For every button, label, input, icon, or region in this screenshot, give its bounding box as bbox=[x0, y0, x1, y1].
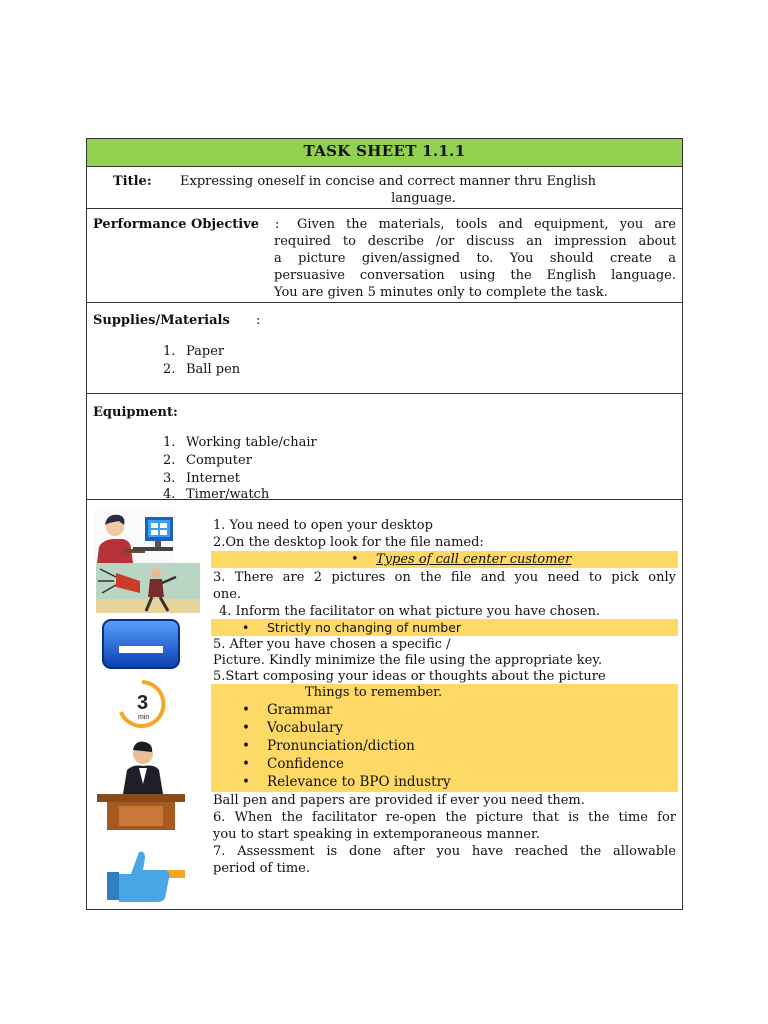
title-text-line2: language. bbox=[391, 191, 456, 206]
step-5-line1: 5. After you have chosen a specific / bbox=[213, 637, 451, 652]
step-3-line1: 3. There are 2 pictures on the file and you need to pick only bbox=[213, 570, 676, 585]
equipment-label: Equipment: bbox=[93, 405, 178, 420]
step-7-line1: 7. Assessment is done after you have reached the allowable bbox=[213, 844, 676, 859]
supplies-row bbox=[87, 303, 682, 394]
equipment-item-2: Computer bbox=[186, 453, 252, 468]
objective-row bbox=[87, 209, 682, 303]
step-6-line2: you to start speaking in extemporaneous manner. bbox=[213, 827, 540, 842]
equipment-num-4: 4. bbox=[163, 487, 176, 502]
objective-label: Performance Objective bbox=[93, 217, 260, 232]
task-sheet bbox=[86, 138, 683, 910]
equipment-item-4: Timer/watch bbox=[186, 487, 270, 502]
remember-item-5: • Relevance to BPO industry bbox=[267, 774, 451, 791]
objective-colon: : bbox=[275, 217, 280, 232]
remember-item-3: • Pronunciation/diction bbox=[267, 738, 415, 755]
materials-provided: Ball pen and papers are provided if ever you need them. bbox=[213, 793, 585, 808]
equipment-row bbox=[87, 394, 682, 500]
remember-title: Things to remember. bbox=[305, 685, 443, 700]
objective-line-2: required to describe /or discuss an impression about bbox=[274, 234, 676, 249]
equipment-num-2: 2. bbox=[163, 453, 176, 468]
equipment-item-3: Internet bbox=[186, 471, 240, 486]
supplies-num-1: 1. bbox=[163, 344, 176, 359]
supplies-item-1: Paper bbox=[186, 344, 225, 359]
equipment-num-3: 3. bbox=[163, 471, 176, 486]
speaker-at-podium-illustration bbox=[89, 740, 185, 832]
step-6-line1: 6. When the facilitator re-open the picture that is the time for bbox=[213, 810, 676, 825]
title-row bbox=[87, 167, 682, 209]
step-5-line2: Picture. Kindly minimize the file using the appropriate key. bbox=[213, 653, 603, 668]
desktop-worker-illustration bbox=[93, 509, 173, 563]
businessman-megaphone-illustration bbox=[96, 563, 200, 613]
step-5b: 5.Start composing your ideas or thoughts about the picture bbox=[213, 669, 606, 684]
supplies-item-2: Ball pen bbox=[186, 362, 241, 377]
remember-item-4: • Confidence bbox=[267, 756, 344, 773]
step-4: 4. Inform the facilitator on what picture you have chosen. bbox=[219, 604, 601, 619]
step-2: 2.On the desktop look for the file named: bbox=[213, 535, 484, 550]
thumbs-up-icon bbox=[101, 844, 185, 904]
task-sheet-header bbox=[87, 139, 682, 167]
equipment-num-1: 1. bbox=[163, 435, 176, 450]
supplies-colon: : bbox=[256, 313, 261, 328]
objective-line-3: a picture given/assigned to. You should create a bbox=[274, 251, 676, 266]
timer-3-min-icon bbox=[107, 678, 177, 730]
title-text-line1: Expressing oneself in concise and correct manner thru English bbox=[180, 174, 596, 189]
note-no-changing-number: • Strictly no changing of number bbox=[267, 619, 461, 636]
objective-line-1: Given the materials, tools and equipment, you are bbox=[297, 217, 676, 232]
equipment-item-1: Working table/chair bbox=[186, 435, 317, 450]
file-name: • Types of call center customer bbox=[376, 551, 571, 568]
remember-item-2: • Vocabulary bbox=[267, 720, 343, 737]
minimize-key-icon bbox=[99, 616, 183, 672]
timer-digit: 3 bbox=[137, 692, 149, 714]
task-sheet-title: TASK SHEET 1.1.1 bbox=[303, 142, 466, 160]
step-1: 1. You need to open your desktop bbox=[213, 518, 433, 533]
supplies-num-2: 2. bbox=[163, 362, 176, 377]
objective-line-4: persuasive conversation using the English language. bbox=[274, 268, 676, 283]
supplies-label: Supplies/Materials bbox=[93, 313, 230, 328]
timer-unit: min bbox=[138, 714, 150, 721]
steps-row bbox=[87, 500, 682, 910]
title-label: Title: bbox=[113, 174, 152, 189]
objective-line-5: You are given 5 minutes only to complete the task. bbox=[274, 285, 608, 300]
step-3-line2: one. bbox=[213, 587, 242, 602]
step-7-line2: period of time. bbox=[213, 861, 310, 876]
remember-item-1: • Grammar bbox=[267, 702, 332, 719]
